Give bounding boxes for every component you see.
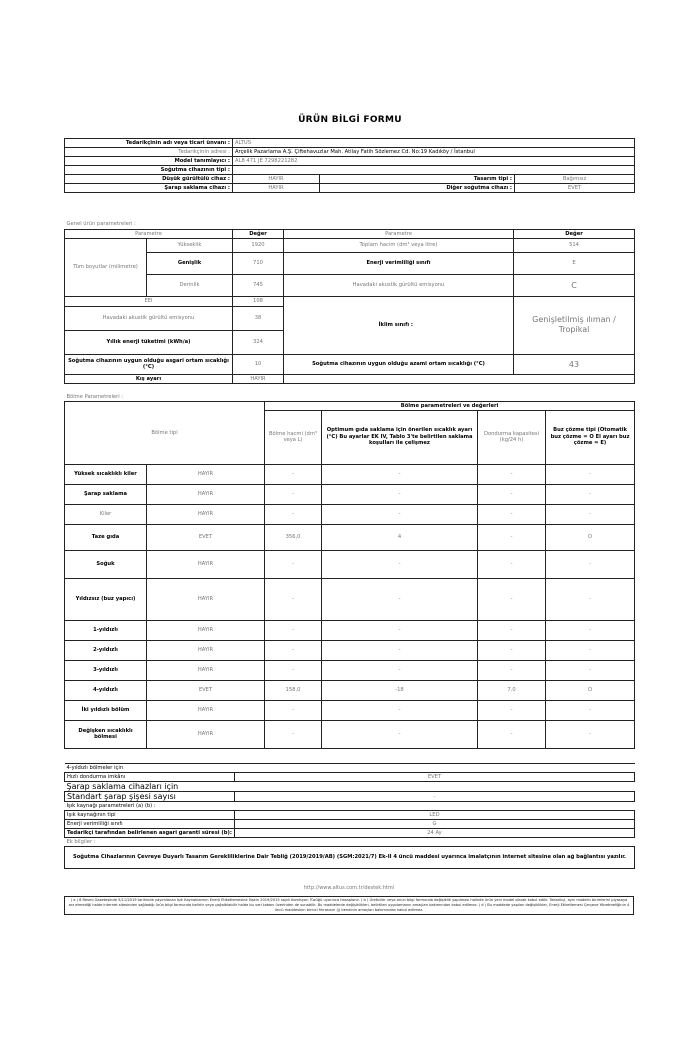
light-class-label: Enerji verimliliği sınıfı	[65, 820, 235, 829]
compartment-row	[65, 550, 635, 578]
compartment-name: Şarap saklama	[65, 484, 147, 504]
annual-energy-label: Yıllık enerji tüketimi (kWh/a)	[65, 330, 233, 354]
compartment-present: HAYIR	[147, 700, 265, 720]
col-volume: Bölme hacmi (dm³ veya L)	[265, 410, 322, 464]
compartment-temp: -	[322, 578, 478, 620]
model-value: AL8 471 JE 7298221282	[233, 157, 635, 166]
compartment-present: HAYIR	[147, 578, 265, 620]
compartment-name: 1-yıldızlı	[65, 620, 147, 640]
compartment-defrost: -	[546, 550, 635, 578]
col-value-header: Değer	[233, 229, 284, 238]
light-type-label: Işık kaynağının tipi	[65, 811, 235, 820]
compartment-name: 2-yıldızlı	[65, 640, 147, 660]
compartment-volume: -	[265, 700, 322, 720]
footer-note: ( a ) 6 Resmi Gazetesinde 5/11/2019 tarihinde yayımlanan Işık Kaynaklarının Enerji Etiketlemesine İlişkin 2019/2015 sayılı Komisyon Tüzüğü uyarınca hesaplanır. ( b ) Üreticiler veya onun bilgi formunda değişiklik yapılması halinde ürün yeni model olarak kabul edilir. Tedarikçi, aynı modelin birimlerini piyasaya arz etmediği halde internet sitesinden sağladığı ürün bilgi formunda belirtir veya çoğaltılabilir halde bu veri tabanı üzerinden de sunabilir. Bu maddelerde değişiklikleri, belirtilen uygulamanın amaçları bakımından kabul edilmez. ( d ) Bu maddede yapılan değişiklikler, Enerji Etiketlemesi Çerçeve Yönetmeliğinin 4 üncü maddesinin birinci fıkrasının (j) bendinin amaçları bakımından kabul edilmez.	[64, 896, 634, 915]
total-volume-value: 514	[514, 238, 635, 252]
supplier-address-value: Arçelik Pazarlama A.Ş. Çiftehavuzlar Mah. Atilay Fatih Sözlemez Cd. No:19 Kadıköy / İstanbul	[233, 148, 635, 157]
compartment-temp: -	[322, 504, 478, 524]
col-param-header-2: Parametre	[284, 229, 514, 238]
compartment-freeze-capacity: -	[478, 550, 546, 578]
compartment-freeze-capacity: -	[478, 720, 546, 748]
page-title: ÜRÜN BİLGİ FORMU	[298, 115, 402, 125]
eei-label: EEI	[65, 296, 233, 306]
compartment-present: HAYIR	[147, 504, 265, 524]
compartment-row	[65, 680, 635, 700]
compartment-name: 4-yıldızlı	[65, 680, 147, 700]
supplier-name-value: ALTUS	[233, 139, 635, 148]
wine-storage-label: Şarap saklama cihazları için	[65, 782, 635, 792]
compartment-volume: -	[265, 720, 322, 748]
total-volume-label: Toplam hacim (dm³ veya litre)	[284, 238, 514, 252]
compartment-defrost: O	[546, 524, 635, 550]
other-appliance-label: Diğer soğutma cihazı :	[320, 184, 515, 193]
compartment-volume: 356,0	[265, 524, 322, 550]
compartment-freeze-capacity: -	[478, 524, 546, 550]
wine-bottles-label: Standart şarap şişesi sayısı	[65, 792, 235, 802]
compartment-temp: -	[322, 550, 478, 578]
height-label: Yükseklik	[147, 238, 233, 252]
noise-emission-label: Havadaki akustik gürültü emisyonu	[65, 306, 233, 330]
compartment-freeze-capacity: -	[478, 700, 546, 720]
depth-label: Derinlik	[147, 274, 233, 296]
fast-freeze-value: EVET	[235, 773, 635, 782]
compartment-present: HAYIR	[147, 464, 265, 484]
extra-info-table	[64, 763, 635, 869]
general-params-table	[64, 220, 635, 384]
compartment-present: HAYIR	[147, 640, 265, 660]
compartment-defrost: -	[546, 464, 635, 484]
compartment-temp: -	[322, 660, 478, 680]
compartment-freeze-capacity: -	[478, 640, 546, 660]
compartment-temp: -	[322, 484, 478, 504]
compartment-row	[65, 524, 635, 550]
compartment-present: EVET	[147, 524, 265, 550]
compartment-temp: -	[322, 640, 478, 660]
compartment-temp: -	[322, 700, 478, 720]
compartment-row	[65, 720, 635, 748]
airborne-noise-class-label: Havadaki akustik gürültü emisyonu	[284, 274, 514, 296]
compartment-name: İki yıldızlı bölüm	[65, 700, 147, 720]
model-label: Model tanımlayıcı :	[65, 157, 233, 166]
compartment-volume: 158,0	[265, 680, 322, 700]
compartment-name: Yıldızsız (buz yapıcı)	[65, 578, 147, 620]
max-temp-label: Soğutma cihazının uygun olduğu azami ortam sıcaklığı (°C)	[284, 354, 514, 374]
compartment-name: Taze gıda	[65, 524, 147, 550]
compartment-defrost: -	[546, 484, 635, 504]
energy-class-value: E	[514, 252, 635, 274]
regulation-text: Soğutma Cihazlarının Çevreye Duyarlı Tasarım Gerekliliklerine Dair Tebliğ (2019/2019/AB) (SGM:2021/7) Ek-II 4 üncü maddesi uyarınca imalatçının internet sitesine olan ağ bağlantısı yazılır.	[65, 847, 635, 869]
compartment-present: HAYIR	[147, 484, 265, 504]
compartment-name: Değişken sıcaklıklı bölmesi	[65, 720, 147, 748]
manufacturer-url[interactable]: http://www.altus.com.tr/destek.html	[303, 885, 395, 891]
compartment-name: Soğuk	[65, 550, 147, 578]
compartment-freeze-capacity: -	[478, 484, 546, 504]
annual-energy-value: 324	[233, 330, 284, 354]
design-type-label: Tasarım tipi :	[320, 175, 515, 184]
col-value-header-2: Değer	[514, 229, 635, 238]
col-param-header: Parametre	[65, 229, 233, 238]
depth-value: 745	[233, 274, 284, 296]
compartment-volume: -	[265, 660, 322, 680]
supplier-name-label: Tedarikçinin adı veya ticari ünvanı :	[65, 139, 233, 148]
compartment-row	[65, 620, 635, 640]
compartment-row	[65, 464, 635, 484]
width-value: 710	[233, 252, 284, 274]
compartment-table	[64, 393, 635, 749]
compartment-row	[65, 640, 635, 660]
compartment-temp: 4	[322, 524, 478, 550]
compartment-temp: -	[322, 620, 478, 640]
compartment-defrost: -	[546, 620, 635, 640]
compartment-freeze-capacity: -	[478, 620, 546, 640]
compartment-section-label: Bölme Parametreleri :	[65, 393, 635, 401]
compartment-freeze-capacity: -	[478, 464, 546, 484]
compartment-defrost: -	[546, 720, 635, 748]
compartment-freeze-capacity: -	[478, 578, 546, 620]
compartment-row	[65, 504, 635, 524]
noise-emission-value: 38	[233, 306, 284, 330]
compartment-present: HAYIR	[147, 720, 265, 748]
compartment-row	[65, 660, 635, 680]
min-temp-value: 10	[233, 354, 284, 374]
compartment-present: HAYIR	[147, 550, 265, 578]
max-temp-value: 43	[514, 354, 635, 374]
compartment-defrost: -	[546, 578, 635, 620]
compartment-row	[65, 484, 635, 504]
compartment-defrost: -	[546, 660, 635, 680]
compartment-present: HAYIR	[147, 660, 265, 680]
dimensions-label: Tüm boyutlar (milimetre)	[65, 238, 147, 296]
compartment-temp: -18	[322, 680, 478, 700]
warranty-value: 24 Ay	[235, 829, 635, 838]
compartment-freeze-capacity: 7,0	[478, 680, 546, 700]
four-star-label: 4-yıldızlı bölmeler için	[65, 764, 635, 773]
energy-class-label: Enerji verimliliği sınıfı	[284, 252, 514, 274]
wine-appliance-value: HAYIR	[233, 184, 320, 193]
low-noise-value: HAYIR	[233, 175, 320, 184]
climate-class-label: İklim sınıfı :	[284, 296, 514, 354]
compartment-defrost: -	[546, 640, 635, 660]
wine-bottles-value: -	[235, 792, 635, 802]
compartment-temp: -	[322, 464, 478, 484]
compartment-name: Yüksek sıcaklıklı kiler	[65, 464, 147, 484]
compartment-name: 3-yıldızlı	[65, 660, 147, 680]
compartment-present: EVET	[147, 680, 265, 700]
airborne-noise-class-value: C	[514, 274, 635, 296]
general-section-label: Genel ürün parametreleri :	[65, 220, 635, 229]
compartment-volume: -	[265, 640, 322, 660]
low-noise-label: Düşük gürültülü cihaz :	[65, 175, 233, 184]
climate-class-value: Genişletilmiş ılıman / Tropikal	[514, 296, 635, 354]
compartment-defrost: -	[546, 700, 635, 720]
compartment-defrost: O	[546, 680, 635, 700]
compartment-temp: -	[322, 720, 478, 748]
compartment-volume: -	[265, 464, 322, 484]
min-temp-label: Soğutma cihazının uygun olduğu asgari ortam sıcaklığı (°C)	[65, 354, 233, 374]
additional-info-label: Ek bilgiler :	[65, 838, 635, 847]
compartment-name: Kiler	[65, 504, 147, 524]
compartment-volume: -	[265, 620, 322, 640]
compartment-volume: -	[265, 550, 322, 578]
compartment-row	[65, 578, 635, 620]
light-params-label: Işık kaynağı parametreleri (a) (b) :	[65, 802, 635, 811]
light-type-value: LED	[235, 811, 635, 820]
eei-value: 108	[233, 296, 284, 306]
winter-setting-value: HAYIR	[233, 374, 284, 383]
wine-appliance-label: Şarap saklama cihazı :	[65, 184, 233, 193]
supplier-table	[64, 138, 635, 193]
height-value: 1920	[233, 238, 284, 252]
col-freeze-capacity: Dondurma kapasitesi (kg/24 h)	[478, 410, 546, 464]
compartment-freeze-capacity: -	[478, 504, 546, 524]
design-type-value: Bağımsız	[515, 175, 635, 184]
width-label: Genişlik	[147, 252, 233, 274]
col-defrost-type: Buz çözme tipi (Otomatik buz çözme = O El ayarı buz çözme = E)	[546, 410, 635, 464]
compartment-volume: -	[265, 484, 322, 504]
col-compartment-type: Bölme tipi	[65, 401, 265, 464]
appliance-type-label: Soğutma cihazının tipi :	[65, 166, 233, 175]
fast-freeze-label: Hızlı dondurma imkânı	[65, 773, 235, 782]
col-temp-setting: Optimum gıda saklama için önerilen sıcaklık ayarı (°C) Bu ayarlar EK IV, Tablo 3'te belirtilen saklama koşulları ile çelişmez	[322, 410, 478, 464]
warranty-label: Tedarikçi tarafından belirlenen asgari garanti süresi (b):	[65, 829, 235, 838]
light-class-value: G	[235, 820, 635, 829]
compartment-defrost: -	[546, 504, 635, 524]
compartment-freeze-capacity: -	[478, 660, 546, 680]
other-appliance-value: EVET	[515, 184, 635, 193]
supplier-address-label: Tedarikçinin adresi :	[65, 148, 233, 157]
compartment-volume: -	[265, 504, 322, 524]
compartment-group-header: Bölme parametreleri ve değerleri	[265, 401, 635, 410]
compartment-present: HAYIR	[147, 620, 265, 640]
compartment-row	[65, 700, 635, 720]
winter-setting-label: Kış ayarı	[65, 374, 233, 383]
compartment-volume: -	[265, 578, 322, 620]
